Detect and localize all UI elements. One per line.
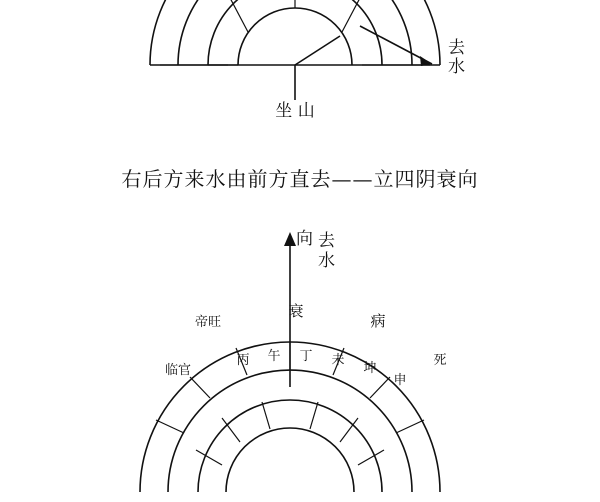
bottom-inner-label-1: 丙 [236,353,250,368]
bottom-inner-label-0: 临官 [164,363,192,378]
bottom-water-out-label-2: 水 [318,251,335,271]
top-compass-svg [0,0,600,120]
bottom-inner-label-5: 坤 [363,361,377,376]
bottom-water-out-label-1: 去 [318,231,335,251]
bottom-outer-label-0: 帝旺 [194,315,222,330]
bottom-mid-arc [168,370,412,492]
top-core-arc [238,8,352,65]
bottom-inner-label-6: 申 [393,373,407,388]
bottom-outer-dividers [156,342,424,433]
top-water-out-label-1: 去 [448,38,465,58]
top-radial-dividers [160,0,430,65]
top-inner-arc [208,0,382,65]
bottom-inner-label-7: 死 [433,353,447,368]
bottom-compass-diagram [0,222,600,502]
top-water-out-label-2: 水 [448,57,465,77]
bottom-compass-svg [0,222,600,502]
top-sitting-mountain-label: 坐 山 [275,101,315,120]
middle-caption: 右后方来水由前方直去——立四阴衰向 [121,167,479,191]
top-mid-arc [178,0,412,65]
bottom-inner-label-4: 未 [331,353,345,368]
bottom-direction-arrowhead [284,232,296,246]
bottom-inner-label-3: 丁 [299,349,313,364]
bottom-inner-label-2: 午 [267,349,281,364]
top-oblique-line [295,36,340,65]
bottom-direction-label: 向 [296,229,313,249]
bottom-inner-dividers [196,402,384,465]
bottom-outer-label-2: 病 [370,312,386,330]
top-outer-arc [150,0,440,65]
bottom-outer-label-1: 衰 [288,302,304,320]
bottom-inner-arc [198,400,382,492]
top-compass-diagram [0,0,600,120]
bottom-core-arc [226,428,354,492]
